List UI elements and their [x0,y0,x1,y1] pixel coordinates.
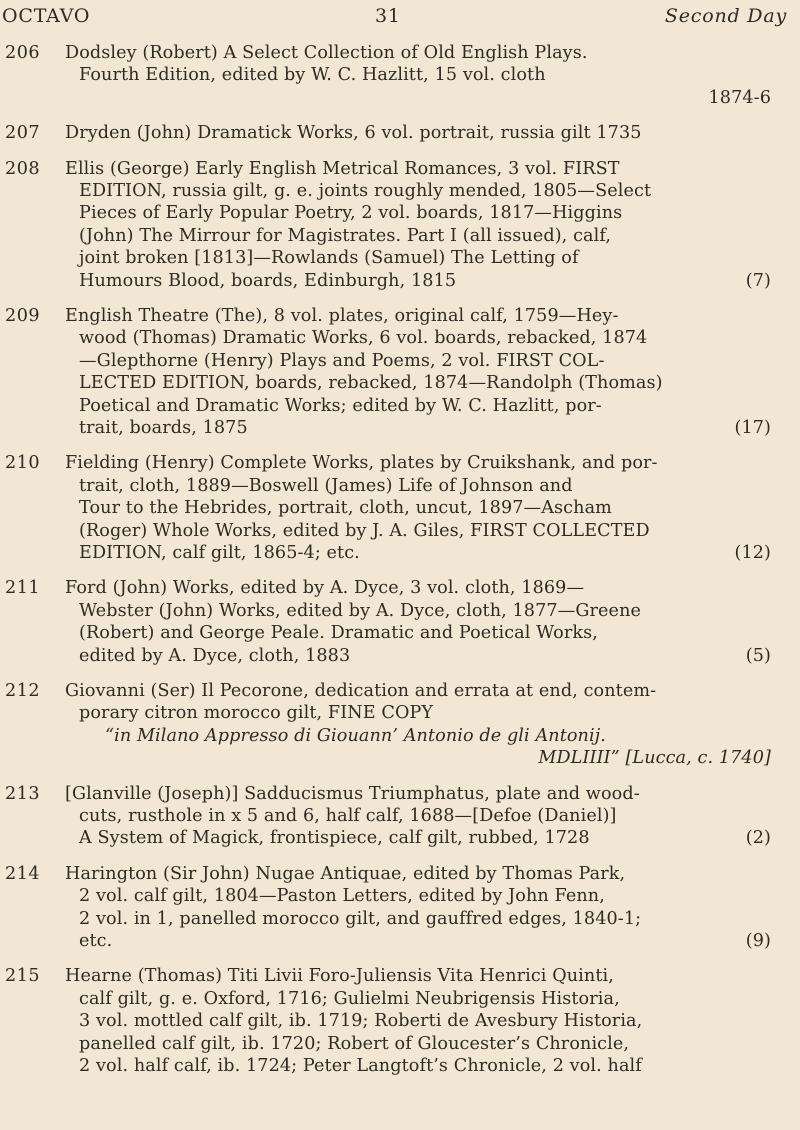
entry-line [65,270,771,292]
entry-line [65,645,771,667]
entry-line: Hearne (Thomas) Titi Livii Foro-Juliensis Vita Henrici Quinti, [65,966,614,987]
entry-line: joint broken [1813]—Rowlands (Samuel) The Letting of [79,248,579,269]
entry-line-text: trait, boards, 1875 [79,418,248,439]
entry-line-text: EDITION, calf gilt, 1865-4; etc. [79,543,360,564]
lot-number: 207 [5,123,41,144]
entry-line-text: etc. [79,931,113,952]
volume-count: (7) [745,270,771,291]
volume-count: (17) [734,418,771,439]
lot-description [65,122,771,144]
lot-number: 211 [5,578,41,599]
volume-count: (9) [745,931,771,952]
lot-description [65,577,771,667]
entry-line: Webster (John) Works, edited by A. Dyce, cloth, 1877—Greene [79,600,642,621]
entry-line: Pieces of Early Popular Poetry, 2 vol. boards, 1817—Higgins [79,203,623,224]
entry-line: EDITION, russia gilt, g. e. joints roughly mended, 1805—Select [79,181,652,201]
lot-description [65,783,771,850]
entry-line: cuts, rusthole in x 5 and 6, half calf, 1688—[Defoe (Daniel)] [79,806,617,826]
lot-description [65,305,771,439]
entry-line: Dryden (John) Dramatick Works, 6 vol. portrait, russia gilt 1735 [65,123,642,144]
entry-line: 2 vol. in 1, panelled morocco gilt, and gauffred edges, 1840-1; [79,908,642,929]
entry-line: wood (Thomas) Dramatic Works, 6 vol. boards, rebacked, 1874 [79,328,648,349]
lot-description [65,680,771,770]
entry-line: Dodsley (Robert) A Select Collection of Old English Plays. [65,43,588,63]
lot-number: 212 [5,681,41,701]
lot-number: 206 [5,43,41,63]
lot-number: 214 [5,863,41,884]
lot-description [65,863,771,953]
entry-line: (Roger) Whole Works, edited by J. A. Giles, FIRST COLLECTED [79,520,650,541]
entry-line-text: edited by A. Dyce, cloth, 1883 [79,645,351,666]
entry-line: 2 vol. calf gilt, 1804—Paston Letters, edited by John Fenn, [79,886,605,907]
entry-line: calf gilt, g. e. Oxford, 1716; Gulielmi Neubrigensis Historia, [79,988,620,1009]
lot-number: 213 [5,783,41,804]
entry-line-text: A System of Magick, frontispiece, calf gilt, rubbed, 1728 [79,828,590,849]
entry-line: —Glepthorne (Henry) Plays and Poems, 2 vol. FIRST COL- [79,350,605,371]
entry-line: Poetical and Dramatic Works; edited by W. C. Hazlitt, por- [79,395,602,416]
entry-line: (John) The Mirrour for Magistrates. Part I (all issued), calf, [79,225,612,246]
entry-line-text: Humours Blood, boards, Edinburgh, 1815 [79,270,457,291]
lot-number: 209 [5,306,41,326]
entry-line: Fourth Edition, edited by W. C. Hazlitt, 15 vol. cloth [79,65,546,86]
entry-line: 2 vol. half calf, ib. 1724; Peter Langtoft’s Chronicle, 2 vol. half [79,1056,642,1077]
entry-line: [Glanville (Joseph)] Sadducismus Triumphatus, plate and wood- [65,783,640,804]
lot-description [65,42,771,109]
header-format: OCTAVO [2,5,91,27]
page-header [0,5,800,35]
entry-line: Giovanni (Ser) Il Pecorone, dedication and errata at end, contem- [65,681,657,701]
entry-line: English Theatre (The), 8 vol. plates, original calf, 1759—Hey- [65,306,619,326]
lot-number: 215 [5,966,41,987]
entry-line: LECTED EDITION, boards, rebacked, 1874—Randolph (Thomas) [79,373,663,394]
entry-line: trait, cloth, 1889—Boswell (James) Life of Johnson and [79,475,573,496]
entry-line: porary citron morocco gilt, FINE COPY [79,703,434,724]
entry-line [65,930,771,952]
entry-line: panelled calf gilt, ib. 1720; Robert of Gloucester’s Chronicle, [79,1033,630,1054]
volume-count: (2) [745,828,771,849]
header-day: Second Day [664,5,787,27]
page-number: 31 [375,5,401,27]
entry-line: (Robert) and George Peale. Dramatic and Poetical Works, [79,623,598,644]
lot-number: 208 [5,158,41,179]
entry-line [65,417,771,439]
volume-count: (12) [734,543,771,564]
entry-line: Tour to the Hebrides, portrait, cloth, uncut, 1897—Ascham [79,498,612,519]
entry-line [65,542,771,564]
entry-line [65,827,771,849]
lot-description [65,452,771,564]
entry-line: Ellis (George) Early English Metrical Romances, 3 vol. FIRST [65,158,620,179]
entry-line: 3 vol. mottled calf gilt, ib. 1719; Roberti de Avesbury Historia, [79,1011,643,1032]
lot-description [65,158,771,292]
lot-description [65,965,771,1077]
lot-number: 210 [5,453,41,474]
entry-line: Fielding (Henry) Complete Works, plates by Cruikshank, and por- [65,453,658,474]
entry-date: 1874-6 [708,87,771,108]
entry-line: Harington (Sir John) Nugae Antiquae, edited by Thomas Park, [65,863,626,884]
volume-count: (5) [745,645,771,666]
imprint-line: “in Milano Appresso di Giouann’ Antonio de gli Antonij. [105,725,606,746]
entry-line: Ford (John) Works, edited by A. Dyce, 3 vol. cloth, 1869— [65,578,585,599]
imprint-line: MDLIIII” [Lucca, c. 1740] [538,748,771,769]
